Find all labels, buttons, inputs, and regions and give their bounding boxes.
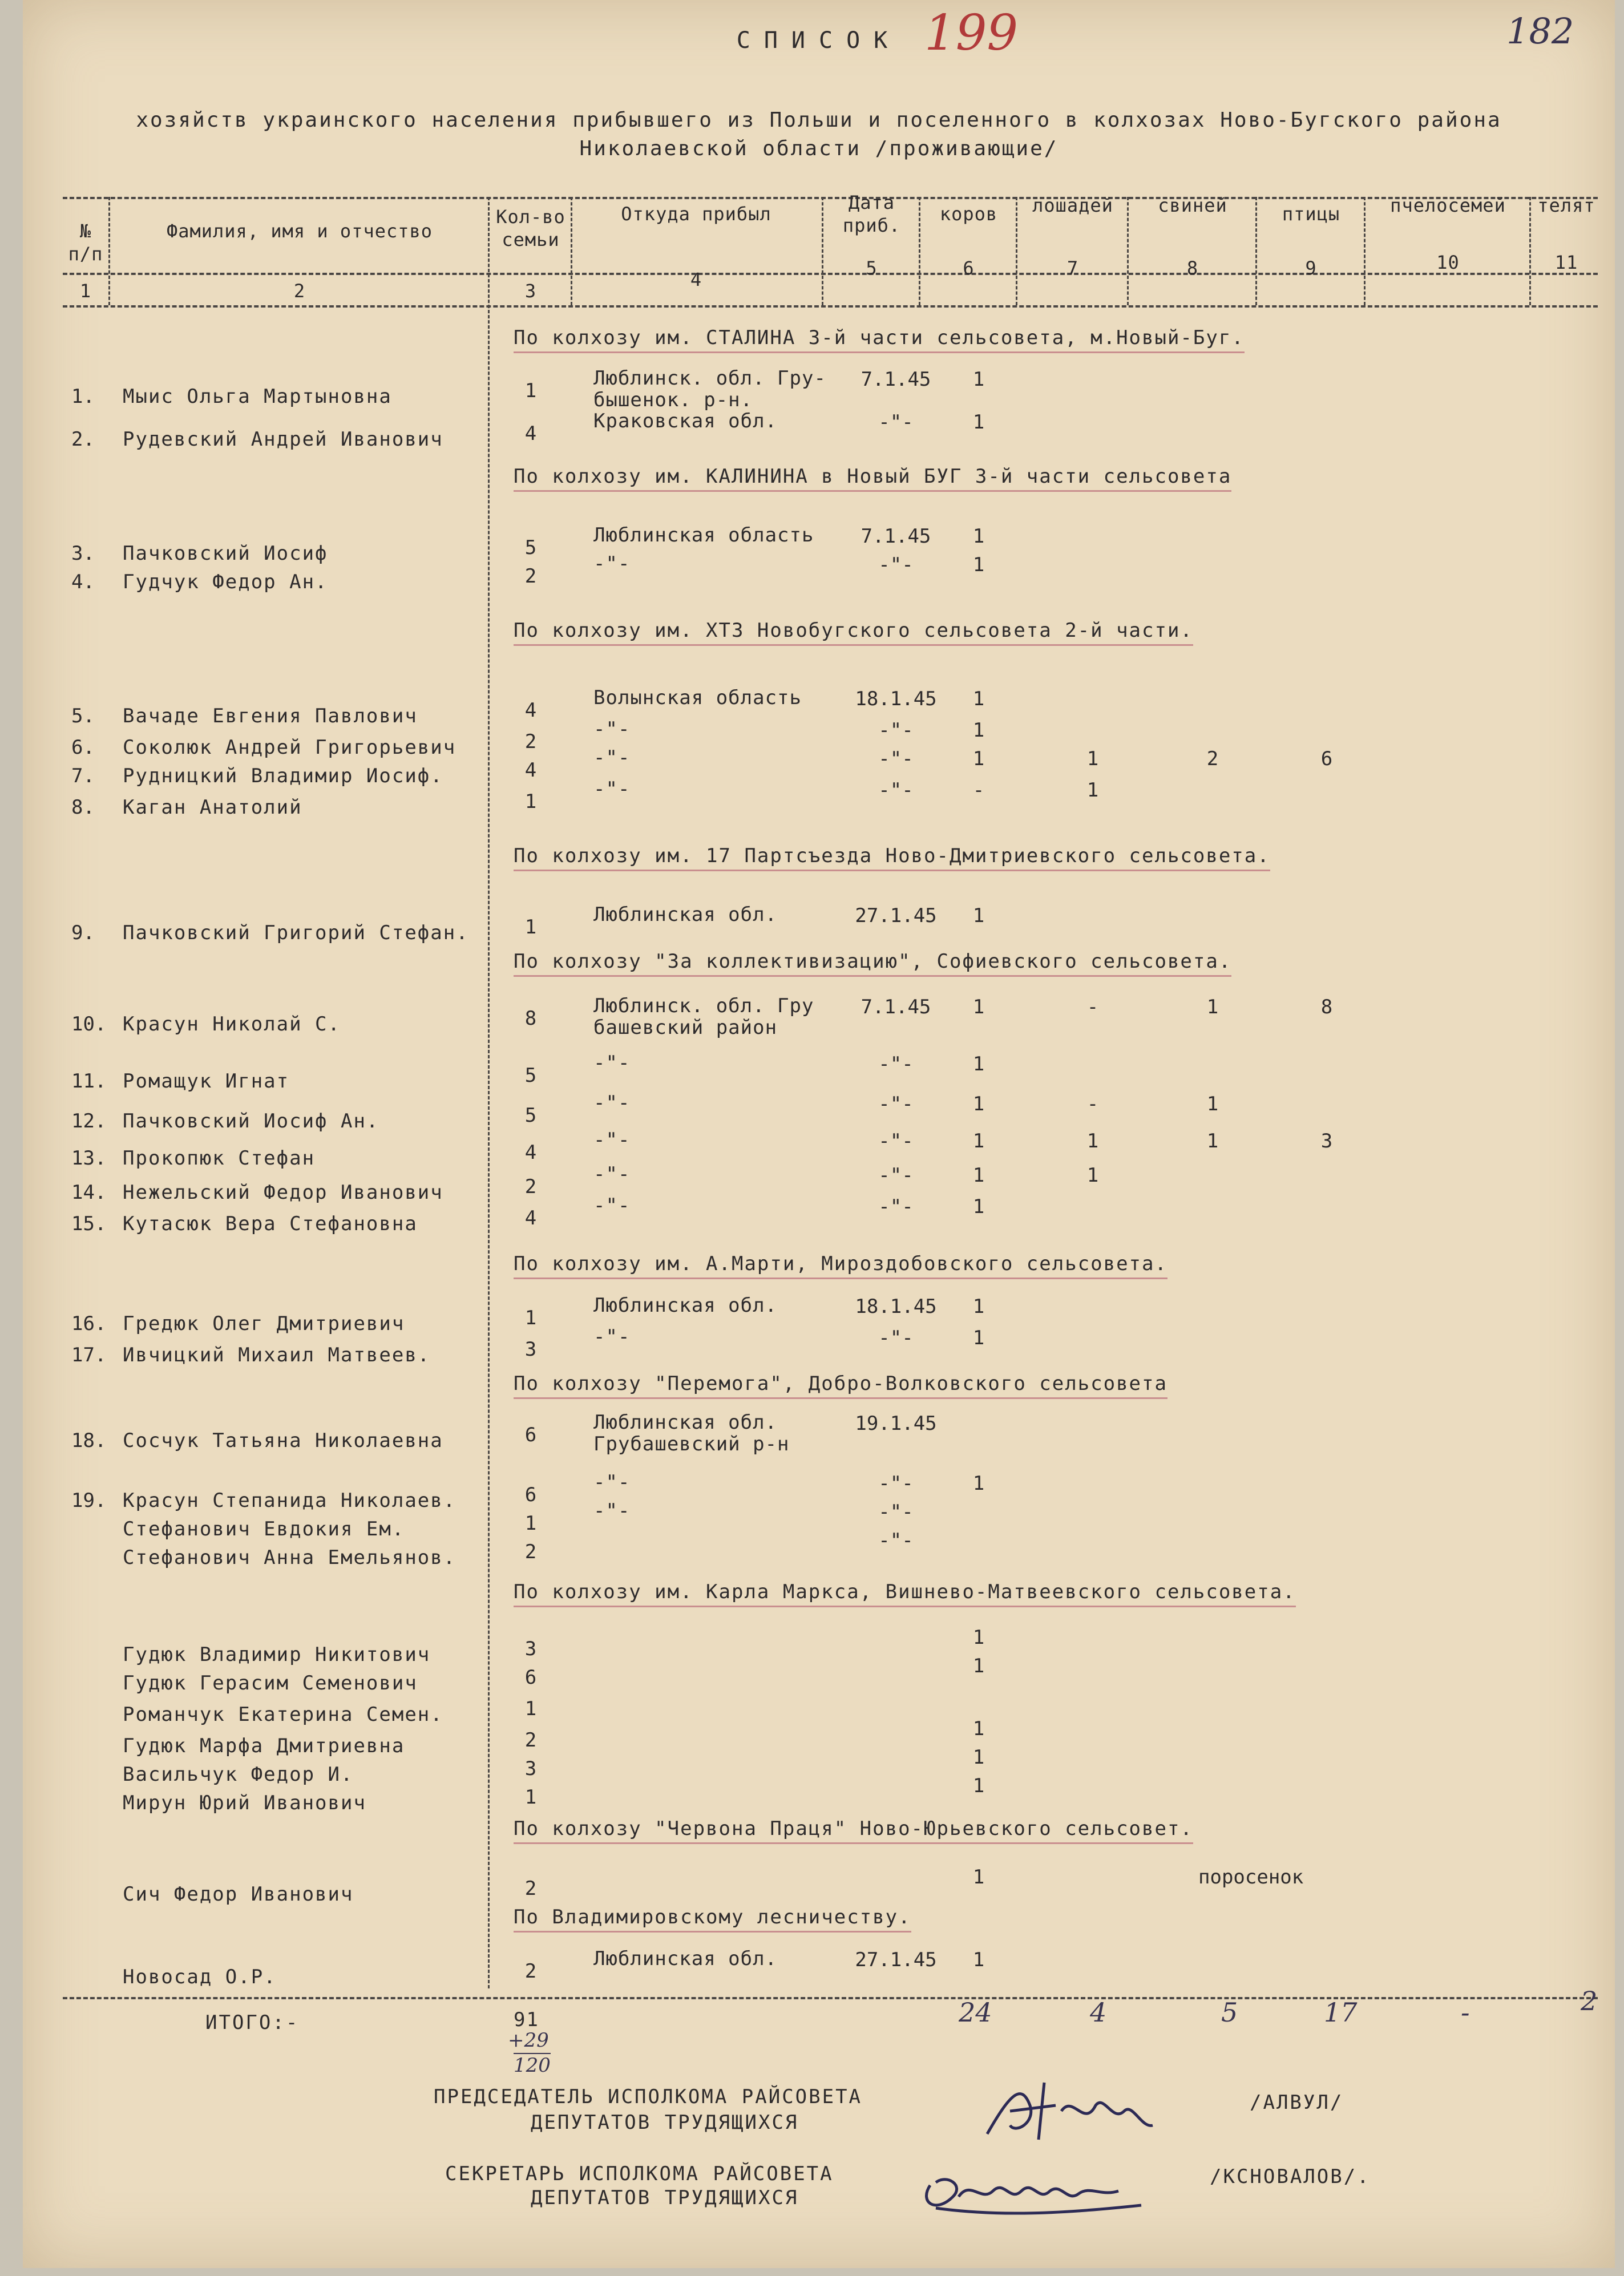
row-origin: Люблинск. обл. Гру-: [593, 367, 826, 390]
row-number: 10.: [71, 1013, 107, 1036]
row-arrival-date: -"-: [878, 747, 914, 770]
row-origin: -"-: [593, 1471, 631, 1494]
row-number: 1.: [71, 385, 95, 408]
row-family-size: 3: [524, 1338, 537, 1361]
col-divider: [571, 197, 572, 305]
row-pigs: 1: [1206, 996, 1219, 1018]
row-cows: 1: [972, 1164, 985, 1187]
col-divider: [1255, 197, 1257, 305]
row-arrival-date: -"-: [878, 411, 914, 434]
row-family-size: 2: [524, 1541, 537, 1563]
row-cows: 1: [972, 1130, 985, 1153]
row-cows: -: [972, 779, 985, 802]
row-horses: 1: [1086, 1164, 1099, 1187]
row-origin-line2: башевский район: [593, 1016, 778, 1039]
row-family-size: 2: [524, 565, 537, 588]
row-cows: 1: [972, 1774, 985, 1797]
col-header-7: лошадей: [1032, 195, 1113, 216]
col-header-8: свиней: [1158, 195, 1227, 216]
row-family-size: 4: [524, 759, 537, 782]
row-name: Гудюк Владимир Никитович: [123, 1643, 431, 1666]
row-cows: 1: [972, 525, 985, 548]
row-family-size: 2: [524, 730, 537, 753]
row-name: Красун Николай С.: [123, 1013, 341, 1036]
col-header-1: № п/п: [68, 220, 103, 265]
col-divider: [488, 197, 490, 1988]
row-name: Стефанович Анна Емельянов.: [123, 1546, 457, 1569]
totals-family-added: +29: [508, 2029, 549, 2052]
row-name: Сосчук Татьяна Николаевна: [123, 1429, 443, 1452]
row-family-size: 1: [524, 1697, 537, 1720]
col-num-7: 7: [1066, 257, 1079, 279]
row-number: 6.: [71, 736, 95, 759]
row-arrival-date: -"-: [878, 1130, 914, 1153]
row-birds: 3: [1320, 1130, 1333, 1153]
row-horses: -: [1086, 1093, 1099, 1115]
row-number: 13.: [71, 1147, 107, 1170]
row-family-size: 4: [524, 422, 537, 445]
row-name: Мирун Юрий Иванович: [123, 1792, 366, 1814]
row-cows: 1: [972, 1195, 985, 1218]
chair-signature: [976, 2071, 1164, 2151]
section-heading: По колхозу им. СТАЛИНА 3-й части сельсовета, м.Новый-Буг.: [514, 326, 1245, 353]
row-name: Кутасюк Вера Стефановна: [123, 1212, 418, 1235]
totals-pigs: 5: [1221, 1997, 1238, 2028]
row-cows: 1: [972, 411, 985, 434]
col-num-5: 5: [866, 257, 878, 279]
row-birds: 6: [1320, 747, 1333, 770]
row-origin-line2: Грубашевский р-н: [593, 1433, 790, 1456]
row-family-size: 3: [524, 1638, 537, 1660]
row-cows: 1: [972, 1295, 985, 1318]
totals-family-sum: 120: [514, 2054, 551, 2077]
row-origin: Люблинская область: [593, 524, 814, 547]
col-divider: [1127, 197, 1129, 305]
row-origin: -"-: [593, 552, 631, 575]
row-origin: Люблинская обл.: [593, 1294, 778, 1317]
totals-calves: 2: [1581, 1986, 1598, 2016]
row-arrival-date: -"-: [878, 553, 914, 576]
row-origin: Волынская область: [593, 686, 802, 709]
chair-title-line1: ПРЕДСЕДАТЕЛЬ ИСПОЛКОМА РАЙСОВЕТА: [434, 2085, 863, 2108]
row-cows: 1: [972, 1746, 985, 1769]
col-num-1: 1: [79, 280, 92, 302]
row-cows: 1: [972, 1053, 985, 1076]
col-num-2: 2: [293, 280, 306, 302]
row-arrival-date: 18.1.45: [855, 688, 937, 710]
row-number: 11.: [71, 1070, 107, 1093]
col-divider: [108, 197, 110, 305]
row-pigs: 1: [1206, 1130, 1219, 1153]
row-arrival-date: -"-: [878, 719, 914, 742]
row-pigs: поросенок: [1198, 1866, 1304, 1889]
totals-cows: 24: [959, 1997, 992, 2028]
row-cows: 1: [972, 553, 985, 576]
row-name: Пачковский Иосиф: [123, 542, 328, 565]
row-number: 18.: [71, 1429, 107, 1452]
row-family-size: 6: [524, 1424, 537, 1446]
row-number: 15.: [71, 1212, 107, 1235]
row-origin: -"-: [593, 746, 631, 769]
totals-bee-colonies: -: [1461, 1997, 1470, 2028]
row-arrival-date: -"-: [878, 1164, 914, 1187]
row-cows: 1: [972, 719, 985, 742]
row-origin: -"-: [593, 1325, 631, 1348]
col-divider: [822, 197, 823, 305]
secretary-title-line1: СЕКРЕТАРЬ ИСПОЛКОМА РАЙСОВЕТА: [445, 2162, 834, 2185]
col-header-9: птицы: [1282, 203, 1340, 225]
row-number: 8.: [71, 796, 95, 819]
row-arrival-date: -"-: [878, 1093, 914, 1115]
row-cows: 1: [972, 1093, 985, 1115]
handwritten-archive-number: 199: [924, 5, 1019, 62]
row-family-size: 6: [524, 1483, 537, 1506]
col-header-2: Фамилия, имя и отчество: [166, 220, 433, 242]
row-arrival-date: 19.1.45: [855, 1412, 937, 1435]
row-pigs: 1: [1206, 1093, 1219, 1115]
row-origin: -"-: [593, 1129, 631, 1151]
row-arrival-date: 18.1.45: [855, 1295, 937, 1318]
section-heading: По колхозу "Червона Праця" Ново-Юрьевского сельсовет.: [514, 1817, 1193, 1844]
row-number: 5.: [71, 705, 95, 727]
row-cows: 1: [972, 368, 985, 391]
header-bottom-rule: [63, 305, 1598, 308]
row-birds: 8: [1320, 996, 1333, 1018]
row-origin-line2: бышенок. р-н.: [593, 389, 753, 411]
row-family-size: 1: [524, 1512, 537, 1535]
row-arrival-date: -"-: [878, 1327, 914, 1349]
row-family-size: 1: [524, 790, 537, 813]
row-cows: 1: [972, 1655, 985, 1677]
col-header-4: Откуда прибыл: [621, 203, 771, 225]
row-name: Красун Степанида Николаев.: [123, 1489, 457, 1512]
row-family-size: 1: [524, 1307, 537, 1329]
row-number: 19.: [71, 1489, 107, 1512]
row-number: 16.: [71, 1312, 107, 1335]
row-horses: -: [1086, 996, 1099, 1018]
row-arrival-date: -"-: [878, 1195, 914, 1218]
col-num-9: 9: [1305, 257, 1317, 279]
col-num-6: 6: [963, 257, 975, 279]
row-family-size: 5: [524, 1104, 537, 1127]
secretary-title-line2: ДЕПУТАТОВ ТРУДЯЩИХСЯ: [531, 2186, 799, 2209]
row-family-size: 8: [524, 1007, 537, 1030]
row-origin: Люблинск. обл. Гру: [593, 995, 814, 1017]
row-name: Гудчук Федор Ан.: [123, 571, 328, 593]
col-num-11: 11: [1554, 252, 1578, 273]
row-origin: Люблинская обл.: [593, 1411, 778, 1434]
row-arrival-date: 27.1.45: [855, 904, 937, 927]
row-arrival-date: -"-: [878, 1529, 914, 1552]
col-divider: [1016, 197, 1017, 305]
col-header-10: пчелосемей: [1390, 195, 1506, 216]
row-family-size: 1: [524, 379, 537, 402]
row-family-size: 4: [524, 699, 537, 722]
section-heading: По колхозу "За коллективизацию", Софиевского сельсовета.: [514, 950, 1231, 977]
row-name: Рудевский Андрей Иванович: [123, 428, 443, 451]
row-name: Вачаде Евгения Павлович: [123, 705, 418, 727]
row-horses: 1: [1086, 747, 1099, 770]
row-origin: Люблинская обл.: [593, 903, 778, 926]
row-number: 12.: [71, 1110, 107, 1133]
row-family-size: 1: [524, 916, 537, 939]
totals-horses: 4: [1090, 1997, 1107, 2028]
col-divider: [1364, 197, 1366, 305]
row-family-size: 2: [524, 1729, 537, 1752]
row-number: 4.: [71, 571, 95, 593]
row-name: Ивчицкий Михаил Матвеев.: [123, 1344, 431, 1367]
row-family-size: 5: [524, 536, 537, 559]
row-name: Рудницкий Владимир Иосиф.: [123, 765, 443, 787]
document-title: СПИСОК: [736, 27, 902, 54]
row-name: Гредюк Олег Дмитриевич: [123, 1312, 405, 1335]
section-heading: По Владимировскому лесничеству.: [514, 1906, 911, 1933]
row-family-size: 6: [524, 1666, 537, 1689]
row-origin: -"-: [593, 1052, 631, 1074]
section-heading: По колхозу им. КАЛИНИНА в Новый БУГ 3-й части сельсовета: [514, 465, 1231, 492]
row-origin: -"-: [593, 778, 631, 801]
row-arrival-date: 7.1.45: [861, 368, 931, 391]
row-origin: -"-: [593, 1499, 631, 1522]
row-name: Гудюк Герасим Семенович: [123, 1672, 418, 1695]
col-header-3: Кол-во семьи: [496, 206, 565, 250]
row-cows: 1: [972, 1948, 985, 1971]
chair-name: /АЛВУЛ/: [1250, 2091, 1344, 2114]
row-family-size: 3: [524, 1757, 537, 1780]
section-heading: По колхозу им. Карла Маркса, Вишнево-Матвеевского сельсовета.: [514, 1580, 1296, 1607]
row-arrival-date: -"-: [878, 779, 914, 802]
row-name: Каган Анатолий: [123, 796, 302, 819]
row-name: Гудюк Марфа Дмитриевна: [123, 1735, 405, 1757]
row-name: Мыис Ольга Мартыновна: [123, 385, 392, 408]
row-arrival-date: 7.1.45: [861, 525, 931, 548]
document-sheet: [23, 0, 1615, 2268]
section-heading: По колхозу "Перемога", Добро-Волковского сельсовета: [514, 1372, 1167, 1399]
row-number: 2.: [71, 428, 95, 451]
row-family-size: 2: [524, 1877, 537, 1900]
row-family-size: 4: [524, 1141, 537, 1164]
row-horses: 1: [1086, 1130, 1099, 1153]
row-cows: 1: [972, 904, 985, 927]
row-number: 17.: [71, 1344, 107, 1367]
secretary-signature: [913, 2151, 1153, 2225]
section-heading: По колхозу им. 17 Партсъезда Ново-Дмитриевского сельсовета.: [514, 844, 1270, 871]
row-origin: -"-: [593, 1091, 631, 1114]
col-header-11: телят: [1537, 195, 1595, 216]
col-num-8: 8: [1186, 257, 1199, 279]
col-divider: [1529, 197, 1531, 305]
handwritten-page-number: 182: [1506, 10, 1574, 52]
row-name: Новосад О.Р.: [123, 1966, 277, 1988]
row-arrival-date: -"-: [878, 1501, 914, 1523]
row-name: Сич Федор Иванович: [123, 1883, 354, 1906]
row-name: Пачковский Григорий Стефан.: [123, 921, 469, 944]
secretary-name: /КСНОВАЛОВ/.: [1210, 2165, 1371, 2188]
col-num-10: 10: [1436, 252, 1460, 273]
row-arrival-date: -"-: [878, 1472, 914, 1495]
row-cows: 1: [972, 1472, 985, 1495]
row-arrival-date: 7.1.45: [861, 996, 931, 1018]
row-arrival-date: 27.1.45: [855, 1948, 937, 1971]
row-name: Стефанович Евдокия Ем.: [123, 1518, 405, 1541]
row-name: Нежельский Федор Иванович: [123, 1181, 443, 1204]
totals-family: 91: [514, 2008, 539, 2031]
row-horses: 1: [1086, 779, 1099, 802]
row-number: 7.: [71, 765, 95, 787]
row-number: 14.: [71, 1181, 107, 1204]
row-family-size: 1: [524, 1786, 537, 1809]
col-divider: [919, 197, 920, 305]
row-name: Ромащук Игнат: [123, 1070, 290, 1093]
section-heading: По колхозу им. ХТЗ Новобугского сельсовета 2-й части.: [514, 619, 1193, 646]
col-header-5: Дата приб.: [842, 192, 901, 236]
totals-label: ИТОГО:-: [205, 2011, 300, 2034]
col-num-4: 4: [690, 269, 702, 290]
row-cows: 1: [972, 747, 985, 770]
row-origin: -"-: [593, 1163, 631, 1186]
row-cows: 1: [972, 1717, 985, 1740]
row-family-size: 2: [524, 1960, 537, 1983]
document-subtitle-line1: хозяйств украинского населения прибывшего из Польши и поселенного в колхозах Ново-Бугского района: [136, 108, 1502, 132]
col-header-6: коров: [939, 203, 998, 225]
totals-rule: [63, 1997, 1598, 1999]
row-cows: 1: [972, 1866, 985, 1889]
row-family-size: 5: [524, 1064, 537, 1087]
row-family-size: 4: [524, 1207, 537, 1230]
row-family-size: 2: [524, 1175, 537, 1198]
row-name: Романчук Екатерина Семен.: [123, 1703, 443, 1726]
row-origin: -"-: [593, 718, 631, 741]
row-cows: 1: [972, 1626, 985, 1649]
totals-birds: 17: [1324, 1997, 1358, 2028]
row-name: Васильчук Федор И.: [123, 1763, 354, 1786]
row-name: Соколюк Андрей Григорьевич: [123, 736, 457, 759]
row-name: Прокопюк Стефан: [123, 1147, 316, 1170]
document-subtitle-line2: Николаевской области /проживающие/: [579, 137, 1059, 160]
row-cows: 1: [972, 996, 985, 1018]
row-cows: 1: [972, 688, 985, 710]
row-number: 9.: [71, 921, 95, 944]
row-cows: 1: [972, 1327, 985, 1349]
chair-title-line2: ДЕПУТАТОВ ТРУДЯЩИХСЯ: [531, 2111, 799, 2134]
row-name: Пачковский Иосиф Ан.: [123, 1110, 379, 1133]
row-origin: Люблинская обл.: [593, 1947, 778, 1970]
section-heading: По колхозу им. А.Марти, Мироздобовского сельсовета.: [514, 1252, 1167, 1279]
col-num-3: 3: [524, 280, 537, 302]
row-number: 3.: [71, 542, 95, 565]
row-pigs: 2: [1206, 747, 1219, 770]
row-arrival-date: -"-: [878, 1053, 914, 1076]
row-origin: -"-: [593, 1194, 631, 1217]
row-origin: Краковская обл.: [593, 410, 778, 432]
